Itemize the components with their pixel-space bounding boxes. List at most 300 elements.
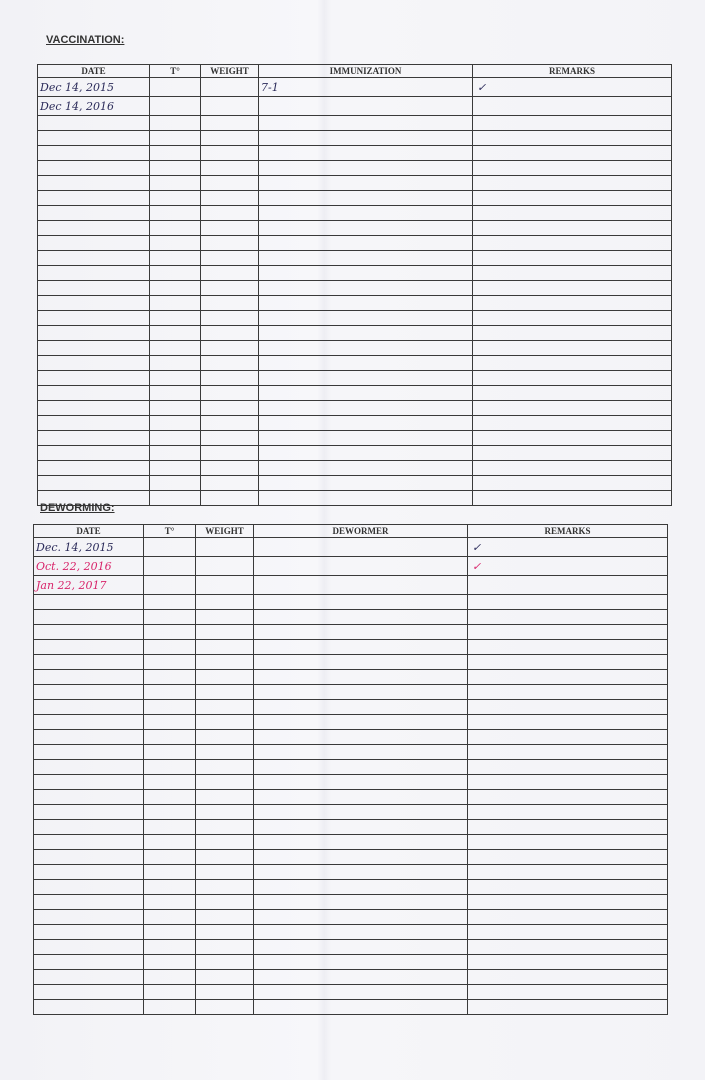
deworming-cell-temp — [144, 970, 196, 985]
vaccination-cell-date — [38, 266, 150, 281]
deworming-cell-dewormer — [254, 985, 468, 1000]
vaccination-row — [38, 131, 672, 146]
vaccination-cell-remarks — [473, 191, 672, 206]
vaccination-cell-weight — [201, 176, 259, 191]
vaccination-cell-date — [38, 446, 150, 461]
deworming-cell-temp — [144, 925, 196, 940]
vaccination-cell-date — [38, 431, 150, 446]
deworming-cell-dewormer — [254, 820, 468, 835]
deworming-row — [34, 790, 668, 805]
vaccination-cell-weight — [201, 191, 259, 206]
vaccination-cell-remarks — [473, 78, 672, 97]
vaccination-cell-immunization — [259, 131, 473, 146]
vaccination-cell-temp — [150, 491, 201, 506]
deworming-row — [34, 640, 668, 655]
vaccination-col-immunization: IMMUNIZATION — [259, 65, 473, 78]
deworming-cell-temp — [144, 625, 196, 640]
deworming-cell-dewormer — [254, 730, 468, 745]
deworming-row — [34, 775, 668, 790]
deworming-cell-remarks — [468, 940, 668, 955]
deworming-cell-dewormer — [254, 538, 468, 557]
deworming-cell-temp — [144, 820, 196, 835]
deworming-row — [34, 745, 668, 760]
deworming-cell-weight — [196, 610, 254, 625]
deworming-cell-remarks — [468, 895, 668, 910]
vaccination-col-remarks: REMARKS — [473, 65, 672, 78]
vaccination-cell-date — [38, 461, 150, 476]
vaccination-cell-date — [38, 161, 150, 176]
deworming-cell-remarks — [468, 880, 668, 895]
vaccination-cell-remarks — [473, 401, 672, 416]
deworming-cell-remarks — [468, 700, 668, 715]
deworming-cell-date — [34, 835, 144, 850]
deworming-cell-dewormer — [254, 715, 468, 730]
deworming-cell-weight — [196, 895, 254, 910]
vaccination-row — [38, 191, 672, 206]
deworming-cell-weight — [196, 745, 254, 760]
vaccination-row — [38, 281, 672, 296]
deworming-row — [34, 700, 668, 715]
deworming-cell-date — [34, 715, 144, 730]
deworming-cell-temp — [144, 850, 196, 865]
deworming-cell-date — [34, 955, 144, 970]
vaccination-cell-temp — [150, 146, 201, 161]
vaccination-row — [38, 221, 672, 236]
vaccination-row — [38, 446, 672, 461]
vaccination-cell-remarks — [473, 146, 672, 161]
vaccination-cell-weight — [201, 206, 259, 221]
vaccination-cell-immunization — [259, 386, 473, 401]
deworming-cell-remarks — [468, 595, 668, 610]
deworming-cell-dewormer — [254, 895, 468, 910]
vaccination-cell-remarks — [473, 386, 672, 401]
vaccination-cell-weight — [201, 341, 259, 356]
deworming-cell-date — [34, 557, 144, 576]
vaccination-cell-date — [38, 191, 150, 206]
deworming-cell-remarks — [468, 775, 668, 790]
vaccination-cell-weight — [201, 416, 259, 431]
vaccination-cell-date — [38, 176, 150, 191]
deworming-cell-dewormer — [254, 790, 468, 805]
vaccination-cell-weight — [201, 371, 259, 386]
vaccination-cell-date — [38, 78, 150, 97]
vaccination-cell-temp — [150, 431, 201, 446]
vaccination-cell-remarks — [473, 161, 672, 176]
deworming-cell-date — [34, 538, 144, 557]
vaccination-col-date: DATE — [38, 65, 150, 78]
deworming-row — [34, 970, 668, 985]
deworming-cell-remarks — [468, 805, 668, 820]
deworming-row — [34, 925, 668, 940]
deworming-cell-remarks — [468, 835, 668, 850]
vaccination-cell-remarks — [473, 97, 672, 116]
deworming-row — [34, 715, 668, 730]
deworming-cell-temp — [144, 835, 196, 850]
deworming-col-weight: WEIGHT — [196, 525, 254, 538]
deworming-cell-dewormer — [254, 865, 468, 880]
deworming-cell-remarks — [468, 576, 668, 595]
deworming-cell-remarks — [468, 640, 668, 655]
deworming-cell-date — [34, 576, 144, 595]
deworming-cell-temp — [144, 610, 196, 625]
vaccination-cell-immunization — [259, 161, 473, 176]
deworming-row — [34, 685, 668, 700]
vaccination-cell-date — [38, 206, 150, 221]
deworming-cell-weight — [196, 760, 254, 775]
vaccination-cell-temp — [150, 386, 201, 401]
vaccination-row — [38, 146, 672, 161]
vaccination-cell-temp — [150, 401, 201, 416]
deworming-cell-dewormer — [254, 760, 468, 775]
deworming-remarks-text: ✓ — [472, 560, 482, 573]
deworming-cell-temp — [144, 895, 196, 910]
deworming-cell-date — [34, 655, 144, 670]
vaccination-cell-remarks — [473, 296, 672, 311]
deworming-date-text: Dec. 14, 2015 — [36, 541, 114, 554]
deworming-cell-remarks — [468, 730, 668, 745]
vaccination-cell-remarks — [473, 221, 672, 236]
deworming-cell-date — [34, 910, 144, 925]
vaccination-cell-temp — [150, 116, 201, 131]
vaccination-row — [38, 176, 672, 191]
vaccination-cell-temp — [150, 446, 201, 461]
vaccination-cell-remarks — [473, 491, 672, 506]
vaccination-cell-temp — [150, 281, 201, 296]
deworming-cell-weight — [196, 685, 254, 700]
deworming-cell-temp — [144, 745, 196, 760]
deworming-row — [34, 610, 668, 625]
vaccination-cell-weight — [201, 78, 259, 97]
vaccination-cell-immunization — [259, 191, 473, 206]
deworming-cell-remarks — [468, 985, 668, 1000]
deworming-cell-remarks — [468, 820, 668, 835]
vaccination-cell-temp — [150, 97, 201, 116]
deworming-cell-date — [34, 775, 144, 790]
deworming-cell-date — [34, 1000, 144, 1015]
vaccination-cell-remarks — [473, 281, 672, 296]
deworming-cell-remarks — [468, 745, 668, 760]
deworming-cell-dewormer — [254, 745, 468, 760]
deworming-cell-dewormer — [254, 880, 468, 895]
vaccination-cell-temp — [150, 236, 201, 251]
vaccination-cell-immunization — [259, 146, 473, 161]
deworming-row — [34, 576, 668, 595]
deworming-cell-dewormer — [254, 625, 468, 640]
vaccination-cell-remarks — [473, 446, 672, 461]
deworming-cell-weight — [196, 640, 254, 655]
vaccination-row — [38, 116, 672, 131]
vaccination-cell-immunization — [259, 416, 473, 431]
deworming-cell-dewormer — [254, 640, 468, 655]
vaccination-col-temp: T° — [150, 65, 201, 78]
deworming-cell-temp — [144, 538, 196, 557]
vaccination-row — [38, 206, 672, 221]
deworming-cell-dewormer — [254, 610, 468, 625]
vaccination-cell-weight — [201, 146, 259, 161]
vaccination-cell-remarks — [473, 371, 672, 386]
deworming-table — [33, 524, 668, 1015]
vaccination-cell-temp — [150, 191, 201, 206]
vaccination-cell-weight — [201, 161, 259, 176]
deworming-row — [34, 820, 668, 835]
deworming-cell-remarks — [468, 610, 668, 625]
vaccination-cell-temp — [150, 311, 201, 326]
vaccination-row — [38, 461, 672, 476]
deworming-row — [34, 895, 668, 910]
deworming-cell-dewormer — [254, 910, 468, 925]
deworming-cell-dewormer — [254, 557, 468, 576]
deworming-cell-weight — [196, 985, 254, 1000]
vaccination-cell-immunization — [259, 491, 473, 506]
vaccination-date-text: Dec 14, 2016 — [40, 100, 114, 113]
deworming-cell-weight — [196, 865, 254, 880]
vaccination-cell-date — [38, 476, 150, 491]
deworming-row — [34, 557, 668, 576]
deworming-cell-date — [34, 790, 144, 805]
vaccination-cell-weight — [201, 326, 259, 341]
vaccination-row — [38, 476, 672, 491]
vaccination-cell-weight — [201, 386, 259, 401]
vaccination-date-text: Dec 14, 2015 — [40, 81, 114, 94]
deworming-cell-remarks — [468, 850, 668, 865]
vaccination-cell-weight — [201, 461, 259, 476]
vaccination-row — [38, 491, 672, 506]
vaccination-row — [38, 386, 672, 401]
vaccination-cell-immunization — [259, 431, 473, 446]
vaccination-cell-weight — [201, 221, 259, 236]
deworming-cell-temp — [144, 730, 196, 745]
deworming-cell-date — [34, 850, 144, 865]
deworming-cell-temp — [144, 557, 196, 576]
deworming-cell-date — [34, 985, 144, 1000]
vaccination-cell-weight — [201, 236, 259, 251]
vaccination-row — [38, 371, 672, 386]
deworming-cell-dewormer — [254, 970, 468, 985]
vaccination-cell-immunization — [259, 326, 473, 341]
deworming-cell-weight — [196, 576, 254, 595]
deworming-cell-dewormer — [254, 700, 468, 715]
vaccination-row — [38, 266, 672, 281]
deworming-row — [34, 865, 668, 880]
deworming-cell-weight — [196, 910, 254, 925]
deworming-cell-date — [34, 820, 144, 835]
vaccination-col-weight: WEIGHT — [201, 65, 259, 78]
vaccination-cell-temp — [150, 206, 201, 221]
deworming-cell-temp — [144, 985, 196, 1000]
deworming-row — [34, 655, 668, 670]
vaccination-cell-temp — [150, 131, 201, 146]
deworming-cell-temp — [144, 685, 196, 700]
vaccination-cell-date — [38, 326, 150, 341]
deworming-cell-date — [34, 895, 144, 910]
deworming-cell-dewormer — [254, 805, 468, 820]
vaccination-cell-immunization — [259, 461, 473, 476]
deworming-cell-dewormer — [254, 1000, 468, 1015]
vaccination-cell-remarks — [473, 416, 672, 431]
vaccination-cell-date — [38, 341, 150, 356]
vaccination-cell-remarks — [473, 431, 672, 446]
vaccination-cell-weight — [201, 266, 259, 281]
deworming-cell-weight — [196, 700, 254, 715]
vaccination-cell-remarks — [473, 266, 672, 281]
deworming-cell-temp — [144, 775, 196, 790]
vaccination-cell-immunization — [259, 341, 473, 356]
vaccination-cell-weight — [201, 491, 259, 506]
deworming-cell-date — [34, 595, 144, 610]
vaccination-cell-weight — [201, 116, 259, 131]
deworming-cell-temp — [144, 576, 196, 595]
vaccination-row — [38, 416, 672, 431]
deworming-cell-remarks — [468, 970, 668, 985]
deworming-col-date: DATE — [34, 525, 144, 538]
vaccination-row — [38, 78, 672, 97]
deworming-cell-dewormer — [254, 835, 468, 850]
vaccination-row — [38, 431, 672, 446]
deworming-cell-weight — [196, 790, 254, 805]
deworming-cell-weight — [196, 805, 254, 820]
vaccination-cell-weight — [201, 356, 259, 371]
deworming-row — [34, 850, 668, 865]
vaccination-cell-remarks — [473, 356, 672, 371]
vaccination-row — [38, 401, 672, 416]
deworming-cell-dewormer — [254, 940, 468, 955]
vaccination-row — [38, 236, 672, 251]
vaccination-cell-immunization — [259, 251, 473, 266]
deworming-cell-temp — [144, 880, 196, 895]
vaccination-cell-weight — [201, 251, 259, 266]
deworming-cell-remarks — [468, 655, 668, 670]
deworming-col-remarks: REMARKS — [468, 525, 668, 538]
deworming-cell-temp — [144, 715, 196, 730]
deworming-cell-date — [34, 610, 144, 625]
vaccination-cell-immunization — [259, 281, 473, 296]
vaccination-cell-immunization — [259, 476, 473, 491]
deworming-cell-remarks — [468, 955, 668, 970]
deworming-cell-dewormer — [254, 576, 468, 595]
deworming-cell-weight — [196, 925, 254, 940]
deworming-date-text: Jan 22, 2017 — [36, 579, 107, 592]
deworming-title: DEWORMING: — [40, 502, 115, 514]
deworming-row — [34, 880, 668, 895]
deworming-cell-dewormer — [254, 655, 468, 670]
deworming-cell-weight — [196, 850, 254, 865]
deworming-row — [34, 955, 668, 970]
vaccination-table — [37, 64, 672, 506]
vaccination-cell-date — [38, 416, 150, 431]
deworming-row — [34, 730, 668, 745]
vaccination-row — [38, 326, 672, 341]
deworming-col-temp: T° — [144, 525, 196, 538]
vaccination-cell-weight — [201, 131, 259, 146]
vaccination-cell-temp — [150, 251, 201, 266]
deworming-cell-remarks — [468, 715, 668, 730]
deworming-cell-weight — [196, 970, 254, 985]
deworming-cell-temp — [144, 910, 196, 925]
deworming-cell-remarks — [468, 557, 668, 576]
vaccination-cell-temp — [150, 221, 201, 236]
vaccination-cell-temp — [150, 341, 201, 356]
vaccination-cell-date — [38, 296, 150, 311]
vaccination-cell-immunization — [259, 311, 473, 326]
deworming-row — [34, 1000, 668, 1015]
vaccination-cell-immunization — [259, 446, 473, 461]
vaccination-cell-weight — [201, 431, 259, 446]
vaccination-remarks-text: ✓ — [477, 81, 487, 94]
deworming-cell-date — [34, 700, 144, 715]
deworming-row — [34, 760, 668, 775]
deworming-cell-temp — [144, 790, 196, 805]
deworming-cell-temp — [144, 805, 196, 820]
deworming-cell-dewormer — [254, 670, 468, 685]
vaccination-cell-temp — [150, 78, 201, 97]
vaccination-cell-immunization — [259, 206, 473, 221]
deworming-cell-dewormer — [254, 775, 468, 790]
vaccination-cell-date — [38, 401, 150, 416]
vaccination-cell-remarks — [473, 461, 672, 476]
vaccination-cell-remarks — [473, 236, 672, 251]
deworming-row — [34, 985, 668, 1000]
vaccination-row — [38, 356, 672, 371]
deworming-cell-dewormer — [254, 925, 468, 940]
deworming-cell-temp — [144, 955, 196, 970]
vaccination-cell-date — [38, 251, 150, 266]
vaccination-row — [38, 341, 672, 356]
deworming-cell-remarks — [468, 790, 668, 805]
deworming-cell-remarks — [468, 925, 668, 940]
vaccination-cell-date — [38, 236, 150, 251]
deworming-cell-remarks — [468, 538, 668, 557]
deworming-cell-weight — [196, 557, 254, 576]
vaccination-cell-weight — [201, 97, 259, 116]
vaccination-cell-remarks — [473, 116, 672, 131]
deworming-cell-weight — [196, 715, 254, 730]
deworming-cell-dewormer — [254, 955, 468, 970]
deworming-cell-temp — [144, 700, 196, 715]
vaccination-cell-immunization — [259, 176, 473, 191]
deworming-cell-date — [34, 940, 144, 955]
deworming-header-row — [34, 525, 668, 538]
vaccination-cell-weight — [201, 296, 259, 311]
vaccination-cell-remarks — [473, 326, 672, 341]
deworming-cell-date — [34, 685, 144, 700]
vaccination-cell-immunization — [259, 116, 473, 131]
deworming-cell-temp — [144, 670, 196, 685]
deworming-cell-temp — [144, 760, 196, 775]
vaccination-cell-date — [38, 356, 150, 371]
deworming-row — [34, 805, 668, 820]
deworming-cell-weight — [196, 940, 254, 955]
deworming-cell-temp — [144, 595, 196, 610]
deworming-row — [34, 538, 668, 557]
vaccination-row — [38, 251, 672, 266]
vaccination-cell-immunization — [259, 266, 473, 281]
vaccination-row — [38, 296, 672, 311]
vaccination-cell-immunization — [259, 236, 473, 251]
vaccination-cell-remarks — [473, 476, 672, 491]
vaccination-cell-temp — [150, 461, 201, 476]
deworming-cell-remarks — [468, 625, 668, 640]
deworming-cell-date — [34, 760, 144, 775]
deworming-cell-date — [34, 925, 144, 940]
vaccination-cell-immunization — [259, 296, 473, 311]
vaccination-cell-immunization — [259, 97, 473, 116]
deworming-cell-weight — [196, 1000, 254, 1015]
vaccination-cell-weight — [201, 476, 259, 491]
vaccination-cell-temp — [150, 356, 201, 371]
deworming-cell-remarks — [468, 760, 668, 775]
deworming-cell-weight — [196, 670, 254, 685]
deworming-cell-weight — [196, 775, 254, 790]
